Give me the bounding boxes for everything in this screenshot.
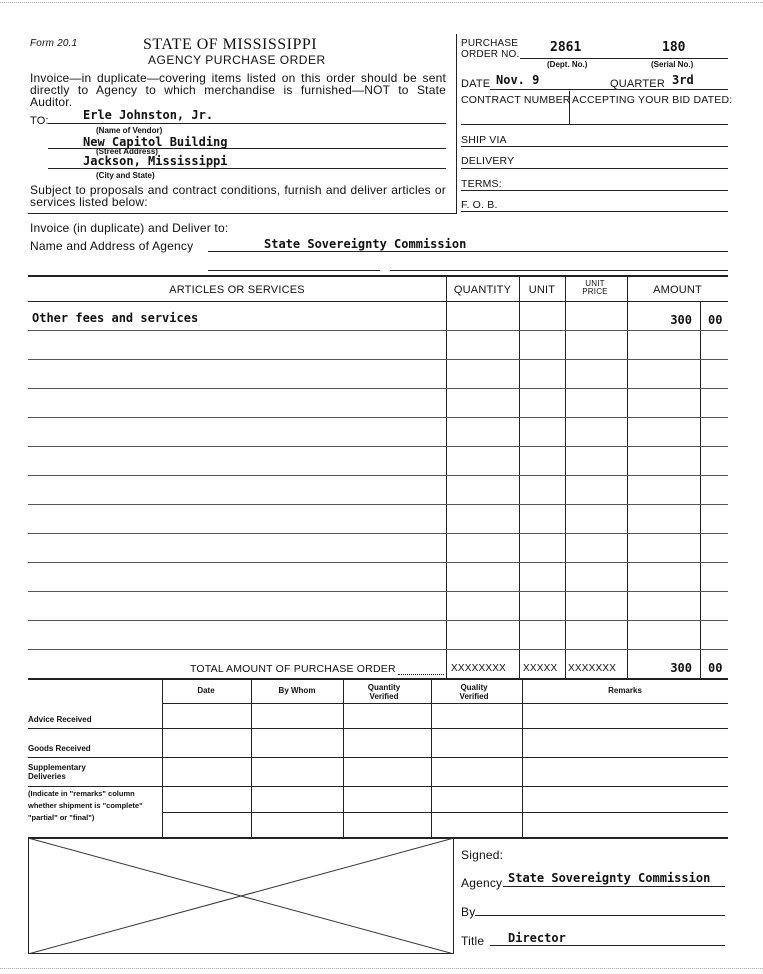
form-number: Form 20.1 [30, 38, 78, 49]
quality-verified-header: Quality Verified [459, 683, 489, 701]
quantity-verified-header: Quantity Verified [367, 683, 401, 701]
signature-agency-label: Agency [461, 876, 503, 890]
goods-received-label: Goods Received [28, 744, 91, 753]
to-label: TO: [30, 115, 49, 127]
void-box [28, 838, 454, 954]
quantity-header: QUANTITY [453, 284, 512, 296]
bid-dated-label: ACCEPTING YOUR BID DATED: [572, 94, 733, 106]
subject-clause: Subject to proposals and contract conditions, furnish and deliver articles or services listed below: [30, 183, 446, 209]
title-label: Title [461, 934, 485, 948]
form-title: AGENCY PURCHASE ORDER [148, 53, 326, 67]
amount-header: AMOUNT [653, 284, 702, 296]
total-label: TOTAL AMOUNT OF PURCHASE ORDER [190, 663, 396, 675]
serial-number: 180 [662, 40, 686, 55]
unit-header: UNIT [528, 284, 556, 296]
supplementary-deliveries-label: Supplementary Deliveries [28, 763, 86, 781]
vendor-city-caption: (City and State) [96, 171, 155, 180]
ship-via-label: SHIP VIA [461, 134, 507, 146]
line-item-dollars: 300 [670, 313, 692, 327]
state-title: STATE OF MISSISSIPPI [143, 36, 318, 53]
signature-agency-value: State Sovereignty Commission [508, 871, 711, 885]
delivery-status-note: (Indicate in "remarks" column whether shipment is "complete" "partial" or "final") [28, 789, 143, 822]
dept-number-caption: (Dept. No.) [547, 60, 588, 69]
delivery-label: DELIVERY [461, 155, 515, 167]
vendor-name-caption: (Name of Vendor) [96, 126, 163, 135]
line-item-cents: 00 [708, 313, 723, 327]
quarter-value: 3rd [672, 73, 694, 87]
receiving-by-whom-header: By Whom [278, 686, 316, 695]
invoice-deliver-line: Invoice (in duplicate) and Deliver to: [30, 221, 229, 235]
signed-label: Signed: [461, 848, 504, 862]
date-label: DATE [461, 78, 491, 90]
vendor-street: New Capitol Building [83, 135, 228, 149]
terms-label: TERMS: [461, 178, 502, 190]
by-label: By [461, 905, 476, 919]
total-quantity-mark: XXXXXXXX [451, 663, 506, 674]
contract-number-label: CONTRACT NUMBER [461, 94, 571, 106]
vendor-city: Jackson, Mississippi [83, 154, 228, 168]
fob-label: F. O. B. [461, 199, 498, 211]
serial-number-caption: (Serial No.) [651, 60, 694, 69]
line-item-article: Other fees and services [32, 311, 199, 325]
vendor-street-caption: (Street Address) [96, 147, 158, 156]
articles-header: ARTICLES OR SERVICES [169, 284, 305, 296]
agency-address-value: State Sovereignty Commission [264, 237, 467, 251]
po-number-label: PURCHASE ORDER NO. [461, 38, 520, 60]
vendor-name: Erle Johnston, Jr. [83, 108, 214, 122]
quarter-label: QUARTER [610, 78, 665, 90]
receiving-date-header: Date [197, 686, 215, 695]
total-price-mark: XXXXXXX [568, 663, 617, 674]
total-dollars: 300 [670, 661, 692, 675]
total-unit-mark: XXXXX [523, 663, 558, 674]
title-value: Director [508, 931, 566, 945]
invoice-instructions: Invoice—in duplicate—covering items listed on this order should be sent directly to Agency to which merchandise is furnished—NOT to State Auditor. [30, 71, 446, 109]
advice-received-label: Advice Received [28, 715, 92, 724]
dept-number: 2861 [550, 40, 582, 55]
unit-price-header: UNIT PRICE [582, 279, 608, 296]
date-value: Nov. 9 [496, 73, 540, 87]
agency-address-label: Name and Address of Agency [30, 239, 194, 253]
remarks-header: Remarks [608, 686, 642, 695]
total-cents: 00 [708, 661, 723, 675]
